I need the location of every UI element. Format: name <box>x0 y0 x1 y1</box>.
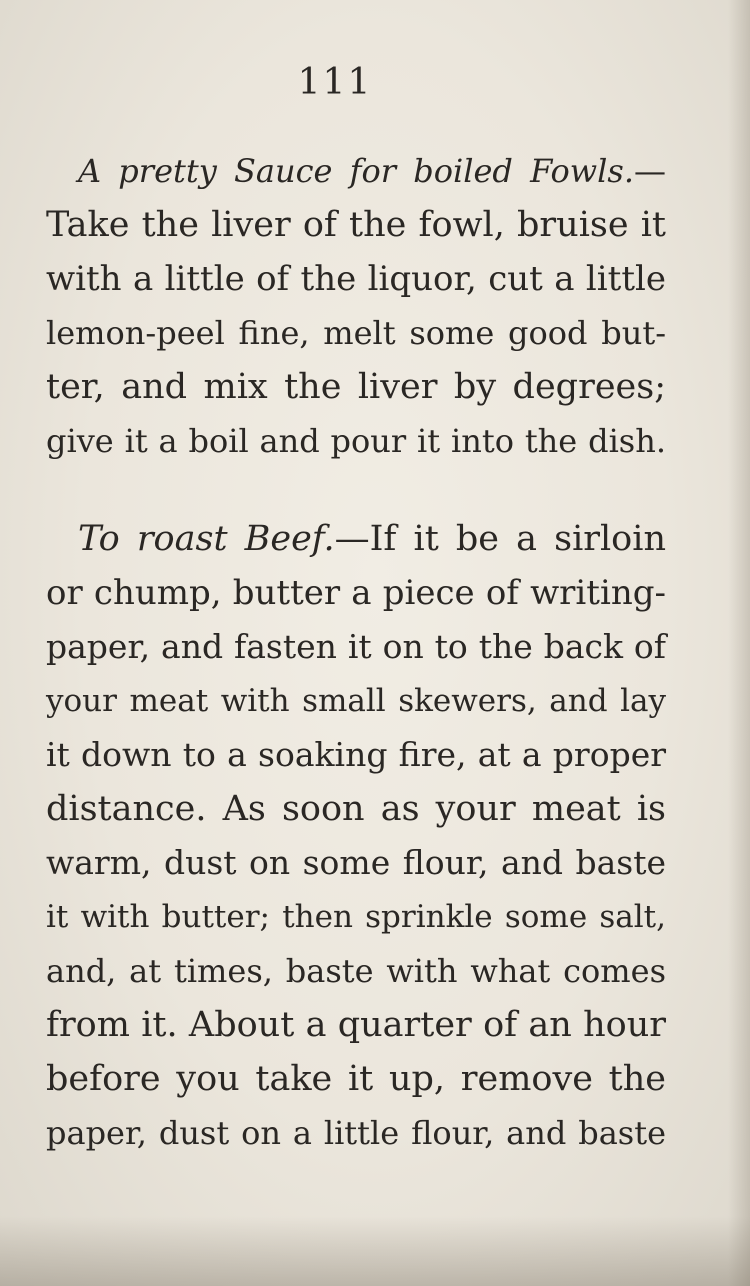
recipe-heading-line <box>46 144 666 198</box>
text-line: distance. As soon as your meat is <box>46 789 666 829</box>
recipe-sauce-boiled-fowls <box>46 144 666 468</box>
page-number: 111 <box>297 62 373 103</box>
recipe-heading-line <box>46 512 666 566</box>
text-line: warm, dust on some flour, and baste <box>46 843 666 882</box>
text-line: before you take it up, remove the <box>46 1059 666 1099</box>
text-line: lemon-peel fine, melt some good but- <box>46 314 666 352</box>
text-line: paper, dust on a little flour, and baste <box>46 1114 666 1152</box>
page-bottom-shadow <box>0 1216 750 1286</box>
text-line: give it a boil and pour it into the dish. <box>46 422 666 460</box>
text-line: your meat with small skewers, and lay <box>46 683 666 719</box>
page-edge-shadow <box>728 0 750 1286</box>
text-line: and, at times, baste with what comes <box>46 952 666 990</box>
text-line: from it. About a quarter of an hour <box>46 1005 666 1045</box>
heading-dash: — <box>334 519 370 559</box>
text-line: it with butter; then sprinkle some salt, <box>46 899 666 935</box>
text-line: ter, and mix the liver by degrees; <box>46 367 666 407</box>
first-line-tail: If it be a sirloin <box>369 519 666 559</box>
text-line: it down to a soaking fire, at a proper <box>46 735 666 774</box>
text-line: Take the liver of the fowl, bruise it <box>46 205 666 245</box>
recipe-heading: A pretty Sauce for boiled Fowls. <box>78 152 634 190</box>
recipe-roast-beef <box>46 512 666 1160</box>
text-line: with a little of the liquor, cut a little <box>46 259 666 299</box>
recipe-heading: To roast Beef. <box>78 519 335 559</box>
text-line: paper, and fasten it on to the back of <box>46 627 666 666</box>
heading-dash: — <box>634 152 666 190</box>
text-line: or chump, butter a piece of writing- <box>46 573 666 613</box>
